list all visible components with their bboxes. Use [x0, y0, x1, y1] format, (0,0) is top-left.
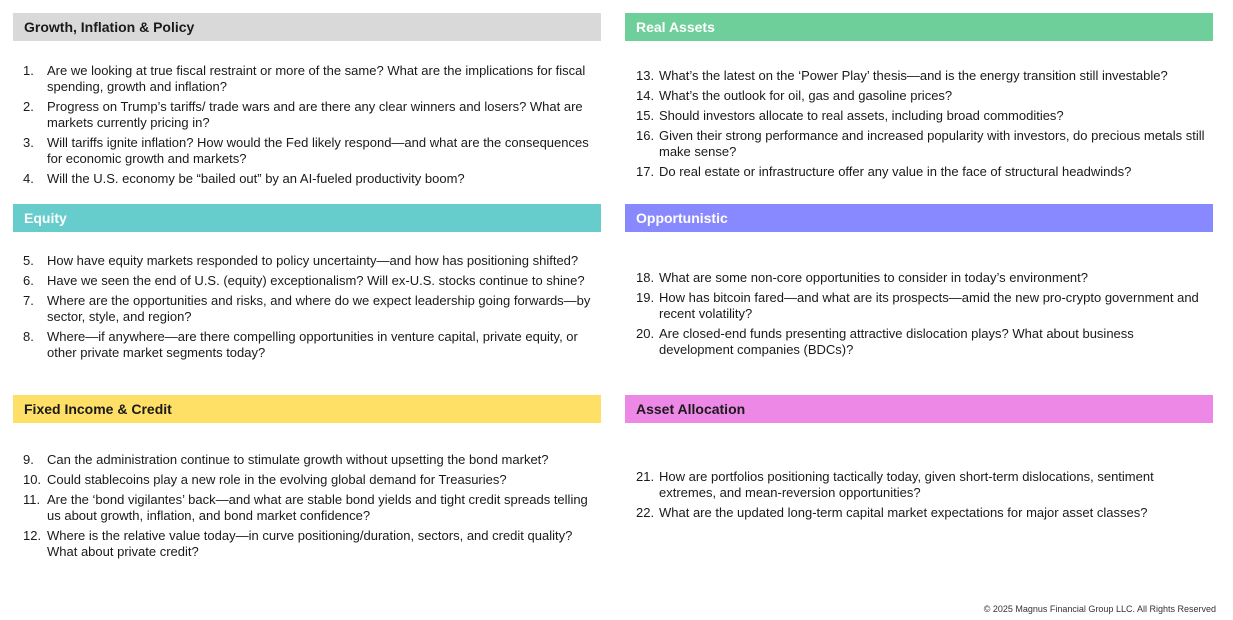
question-item	[625, 164, 1213, 180]
question-text: What’s the outlook for oil, gas and gasoline prices?	[659, 88, 953, 103]
question-number: 20.	[636, 326, 655, 341]
question-number: 21.	[636, 469, 655, 484]
section-opportunistic	[625, 204, 1213, 362]
question-text: Are the ‘bond vigilantes’ back—and what are stable bond yields and tight credit spreads telling us about growth, inflation, and bond market confidence?	[47, 492, 588, 523]
section-real-assets	[625, 13, 1213, 184]
question-text: Where—if anywhere—are there compelling opportunities in venture capital, private equity, or other private market segments today?	[47, 329, 578, 360]
section-header: Growth, Inflation & Policy	[13, 13, 601, 41]
question-number: 5.	[23, 253, 34, 268]
question-item	[13, 492, 601, 524]
question-text: Are we looking at true fiscal restraint or more of the same? What are the implications for fiscal spending, growth and inflation?	[47, 63, 586, 94]
question-text: Will tariffs ignite inflation? How would the Fed likely respond—and what are the consequences for economic growth and markets?	[47, 135, 589, 166]
question-list	[625, 270, 1213, 358]
question-number: 11.	[23, 492, 41, 507]
question-number: 1.	[23, 63, 34, 78]
question-text: Should investors allocate to real assets, including broad commodities?	[659, 108, 1064, 123]
section-fixed-income-credit	[13, 395, 601, 564]
question-text: What are the updated long-term capital market expectations for major asset classes?	[659, 505, 1148, 520]
question-text: What’s the latest on the ‘Power Play’ thesis—and is the energy transition still investable?	[659, 68, 1168, 83]
question-item	[625, 270, 1213, 286]
question-text: How are portfolios positioning tactically today, given short-term dislocations, sentiment extremes, and mean-reversion opportunities?	[659, 469, 1154, 500]
question-text: Progress on Trump’s tariffs/ trade wars and are there any clear winners and losers? What are markets currently pricing in?	[47, 99, 583, 130]
question-item	[13, 452, 601, 468]
question-text: Have we seen the end of U.S. (equity) exceptionalism? Will ex-U.S. stocks continue to shine?	[47, 273, 585, 288]
question-number: 7.	[23, 293, 34, 308]
question-text: Are closed-end funds presenting attractive dislocation plays? What about business development companies (BDCs)?	[659, 326, 1134, 357]
question-item	[625, 469, 1213, 501]
question-text: How has bitcoin fared—and what are its prospects—amid the new pro-crypto government and recent volatility?	[659, 290, 1199, 321]
question-number: 8.	[23, 329, 34, 344]
section-asset-allocation	[625, 395, 1213, 525]
section-growth-inflation-policy	[13, 13, 601, 191]
question-number: 18.	[636, 270, 655, 285]
question-number: 19.	[636, 290, 655, 305]
question-list	[13, 253, 601, 361]
question-list	[625, 469, 1213, 521]
question-item	[625, 505, 1213, 521]
question-item	[625, 290, 1213, 322]
question-text: Will the U.S. economy be “bailed out” by an AI-fueled productivity boom?	[47, 171, 465, 186]
copyright-footer: © 2025 Magnus Financial Group LLC. All Rights Reserved	[983, 604, 1216, 614]
question-item	[625, 68, 1213, 84]
question-item	[13, 253, 601, 269]
section-header: Real Assets	[625, 13, 1213, 41]
question-number: 9.	[23, 452, 34, 467]
question-list	[13, 63, 601, 187]
section-header: Fixed Income & Credit	[13, 395, 601, 423]
question-text: Can the administration continue to stimulate growth without upsetting the bond market?	[47, 452, 549, 467]
question-number: 2.	[23, 99, 34, 114]
question-text: Where are the opportunities and risks, and where do we expect leadership going forwards—by sector, style, and region?	[47, 293, 591, 324]
question-item	[13, 329, 601, 361]
question-item	[625, 88, 1213, 104]
question-item	[625, 108, 1213, 124]
question-number: 14.	[636, 88, 655, 103]
question-item	[13, 528, 601, 560]
question-number: 13.	[636, 68, 655, 83]
section-header: Equity	[13, 204, 601, 232]
section-equity	[13, 204, 601, 365]
question-item	[13, 63, 601, 95]
question-item	[625, 128, 1213, 160]
question-text: How have equity markets responded to policy uncertainty—and how has positioning shifted?	[47, 253, 579, 268]
question-item	[13, 99, 601, 131]
question-item	[13, 472, 601, 488]
question-list	[13, 452, 601, 560]
question-number: 16.	[636, 128, 655, 143]
question-number: 12.	[23, 528, 42, 543]
question-number: 6.	[23, 273, 34, 288]
question-text: What are some non-core opportunities to consider in today’s environment?	[659, 270, 1088, 285]
question-number: 17.	[636, 164, 655, 179]
question-text: Where is the relative value today—in curve positioning/duration, sectors, and credit quality? What about private credit?	[47, 528, 573, 559]
question-item	[13, 171, 601, 187]
section-header: Opportunistic	[625, 204, 1213, 232]
question-item	[13, 135, 601, 167]
question-item	[625, 326, 1213, 358]
section-header: Asset Allocation	[625, 395, 1213, 423]
question-number: 3.	[23, 135, 34, 150]
question-item	[13, 293, 601, 325]
question-number: 10.	[23, 472, 42, 487]
question-number: 22.	[636, 505, 655, 520]
question-number: 15.	[636, 108, 655, 123]
question-item	[13, 273, 601, 289]
question-list	[625, 68, 1213, 180]
question-text: Do real estate or infrastructure offer any value in the face of structural headwinds?	[659, 164, 1132, 179]
question-text: Given their strong performance and increased popularity with investors, do precious metals still make sense?	[659, 128, 1205, 159]
question-number: 4.	[23, 171, 34, 186]
question-text: Could stablecoins play a new role in the evolving global demand for Treasuries?	[47, 472, 507, 487]
